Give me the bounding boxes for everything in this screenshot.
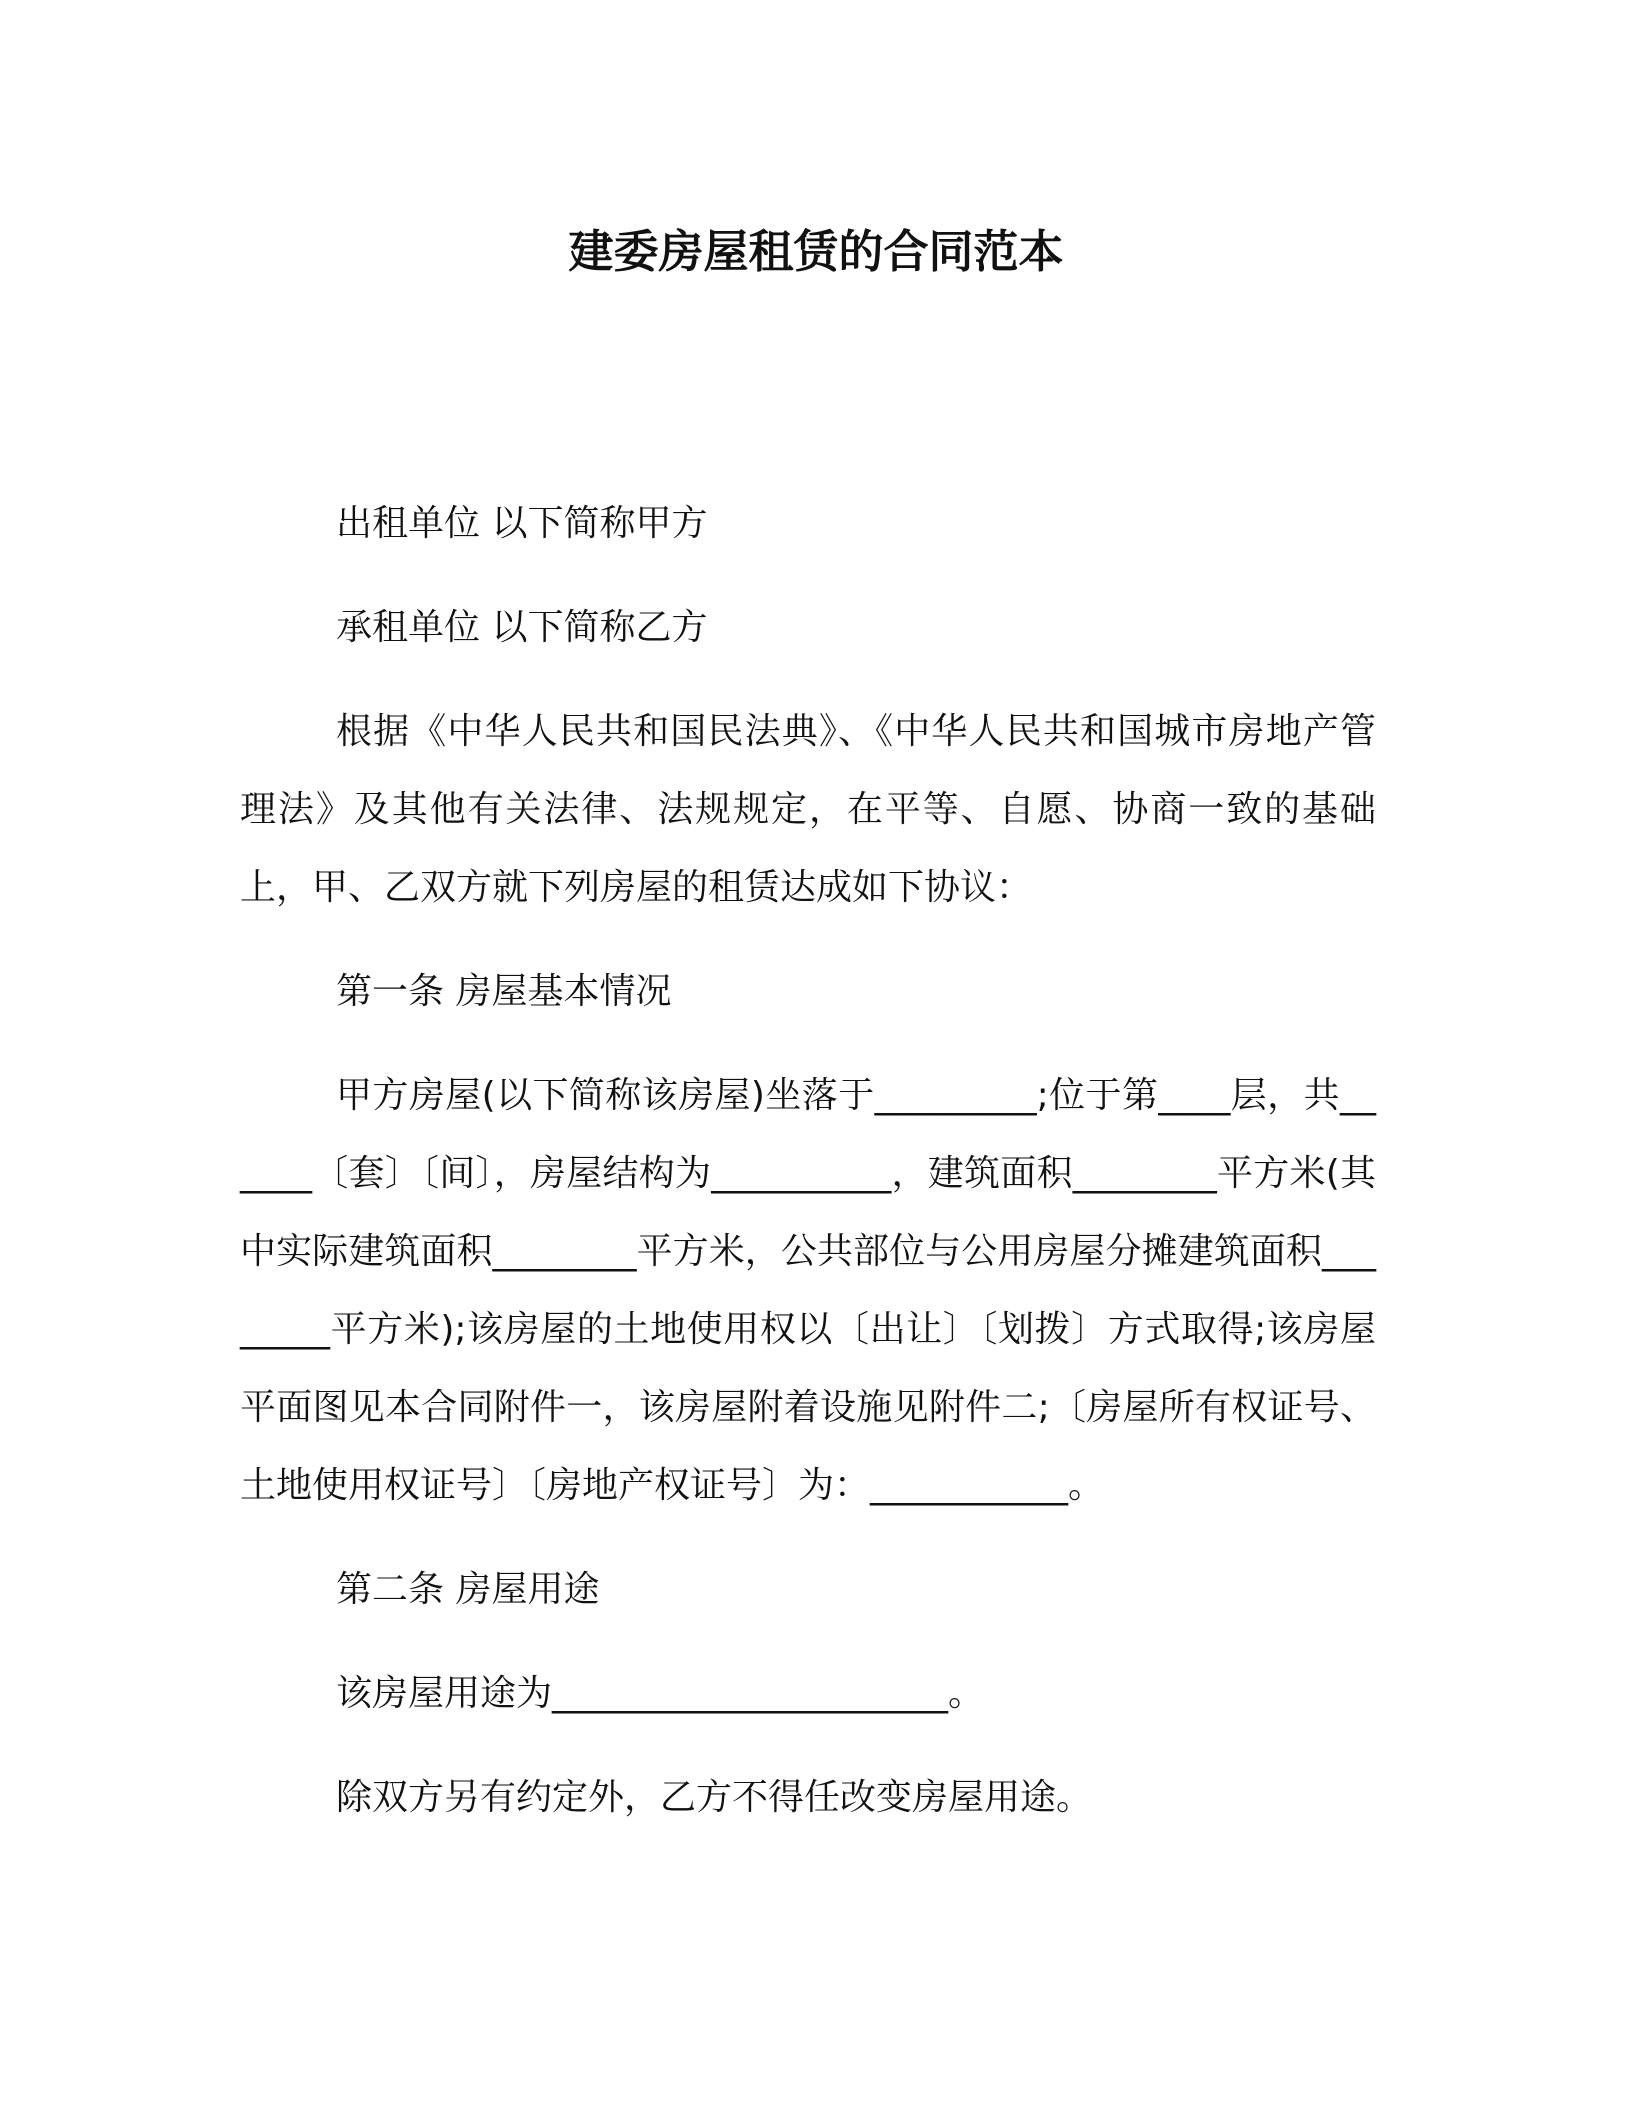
article-2-heading: 第二条 房屋用途 xyxy=(336,1569,600,1610)
article-1-body: 甲方房屋(以下简称该房屋)坐落于_________;位于第____层，共______〔套〕〔间〕，房屋结构为__________，建筑面积________平方米(其中实际建筑面积________平方米，公共部位与公用房屋分摊建筑面积________平方米);该房屋的土地使用权以〔出让〕〔划拨〕方式取得;该房屋平面图见本合同附件一，该房屋附着设施见附件二;〔房屋所有权证号、土地使用权证号〕〔房地产权证号〕为：___________。 xyxy=(240,1075,1376,1506)
paragraph-lessee: 承租单位 以下简称乙方 xyxy=(336,607,708,648)
article-2-restriction: 除双方另有约定外，乙方不得任改变房屋用途。 xyxy=(336,1777,1093,1818)
article-2-usage: 该房屋用途为______________________。 xyxy=(336,1673,985,1714)
document-title: 建委房屋租赁的合同范本 xyxy=(568,225,1064,278)
paragraph-legal-basis: 根据《中华人民共和国民法典》、《中华人民共和国城市房地产管理法》及其他有关法律、法规规定，在平等、自愿、协商一致的基础上，甲、乙双方就下列房屋的租赁达成如下协议： xyxy=(240,711,1376,908)
paragraph-lessor: 出租单位 以下简称甲方 xyxy=(336,503,708,544)
document-body xyxy=(240,485,1376,1837)
article-1-heading: 第一条 房屋基本情况 xyxy=(336,971,672,1012)
